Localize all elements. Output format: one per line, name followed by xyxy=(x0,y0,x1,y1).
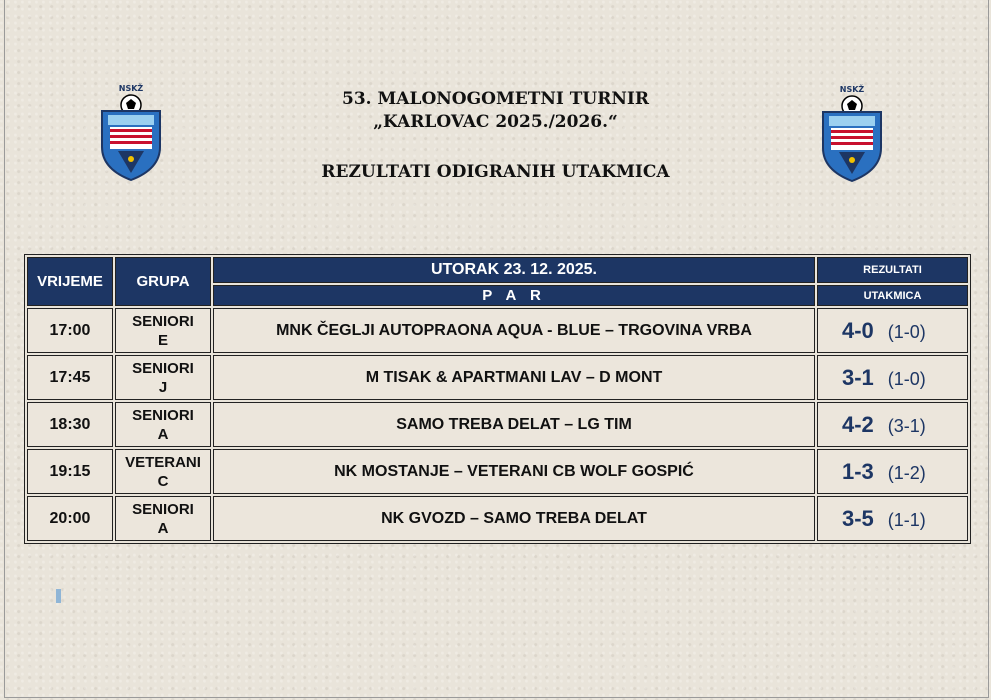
match-pair: MNK ČEGLJI AUTOPRAONA AQUA - BLUE – TRGOVINA VRBA xyxy=(213,308,815,353)
match-group: SENIORI A xyxy=(115,402,211,447)
table-row xyxy=(27,355,968,400)
table-row xyxy=(27,496,968,541)
halftime-score: (1-1) xyxy=(887,509,926,530)
header-group: GRUPA xyxy=(115,257,211,306)
halftime-score: (1-0) xyxy=(887,321,926,342)
halftime-score: (1-2) xyxy=(887,462,926,483)
table-row xyxy=(27,308,968,353)
results-table xyxy=(24,254,971,544)
match-time: 17:45 xyxy=(27,355,113,400)
match-pair: SAMO TREBA DELAT – LG TIM xyxy=(213,402,815,447)
header-date: UTORAK 23. 12. 2025. xyxy=(213,257,815,283)
match-pair: M TISAK & APARTMANI LAV – D MONT xyxy=(213,355,815,400)
title-line-1: 53. MALONOGOMETNI TURNIR xyxy=(342,89,649,109)
match-time: 18:30 xyxy=(27,402,113,447)
nskz-logo-left xyxy=(96,83,166,183)
logo-text: NSKŽ xyxy=(118,84,144,93)
title-line-2: „KARLOVAC 2025./2026.“ xyxy=(373,112,618,132)
table-row xyxy=(27,402,968,447)
halftime-score: (1-0) xyxy=(887,368,926,389)
match-pair: NK MOSTANJE – VETERANI CB WOLF GOSPIĆ xyxy=(213,449,815,494)
subtitle: REZULTATI ODIGRANIH UTAKMICA xyxy=(321,162,670,182)
header-time: VRIJEME xyxy=(27,257,113,306)
match-group: SENIORI E xyxy=(115,308,211,353)
match-group: SENIORI A xyxy=(115,496,211,541)
match-pair: NK GVOZD – SAMO TREBA DELAT xyxy=(213,496,815,541)
halftime-score: (3-1) xyxy=(887,415,926,436)
logo-text: NSKŽ xyxy=(839,85,865,94)
match-score: 1-3 (1-2) xyxy=(817,449,968,494)
match-time: 20:00 xyxy=(27,496,113,541)
match-group: SENIORI J xyxy=(115,355,211,400)
match-time: 17:00 xyxy=(27,308,113,353)
header-results-line2: UTAKMICA xyxy=(817,285,968,306)
match-score: 4-0 (1-0) xyxy=(817,308,968,353)
match-time: 19:15 xyxy=(27,449,113,494)
match-score: 3-5 (1-1) xyxy=(817,496,968,541)
text-cursor-marker xyxy=(56,589,61,603)
header-results-line1: REZULTATI xyxy=(817,257,968,283)
nskz-logo-right xyxy=(817,84,887,184)
table-row xyxy=(27,449,968,494)
match-score: 3-1 (1-0) xyxy=(817,355,968,400)
match-score: 4-2 (3-1) xyxy=(817,402,968,447)
match-group: VETERANI C xyxy=(115,449,211,494)
header-pair: P A R xyxy=(213,285,815,306)
